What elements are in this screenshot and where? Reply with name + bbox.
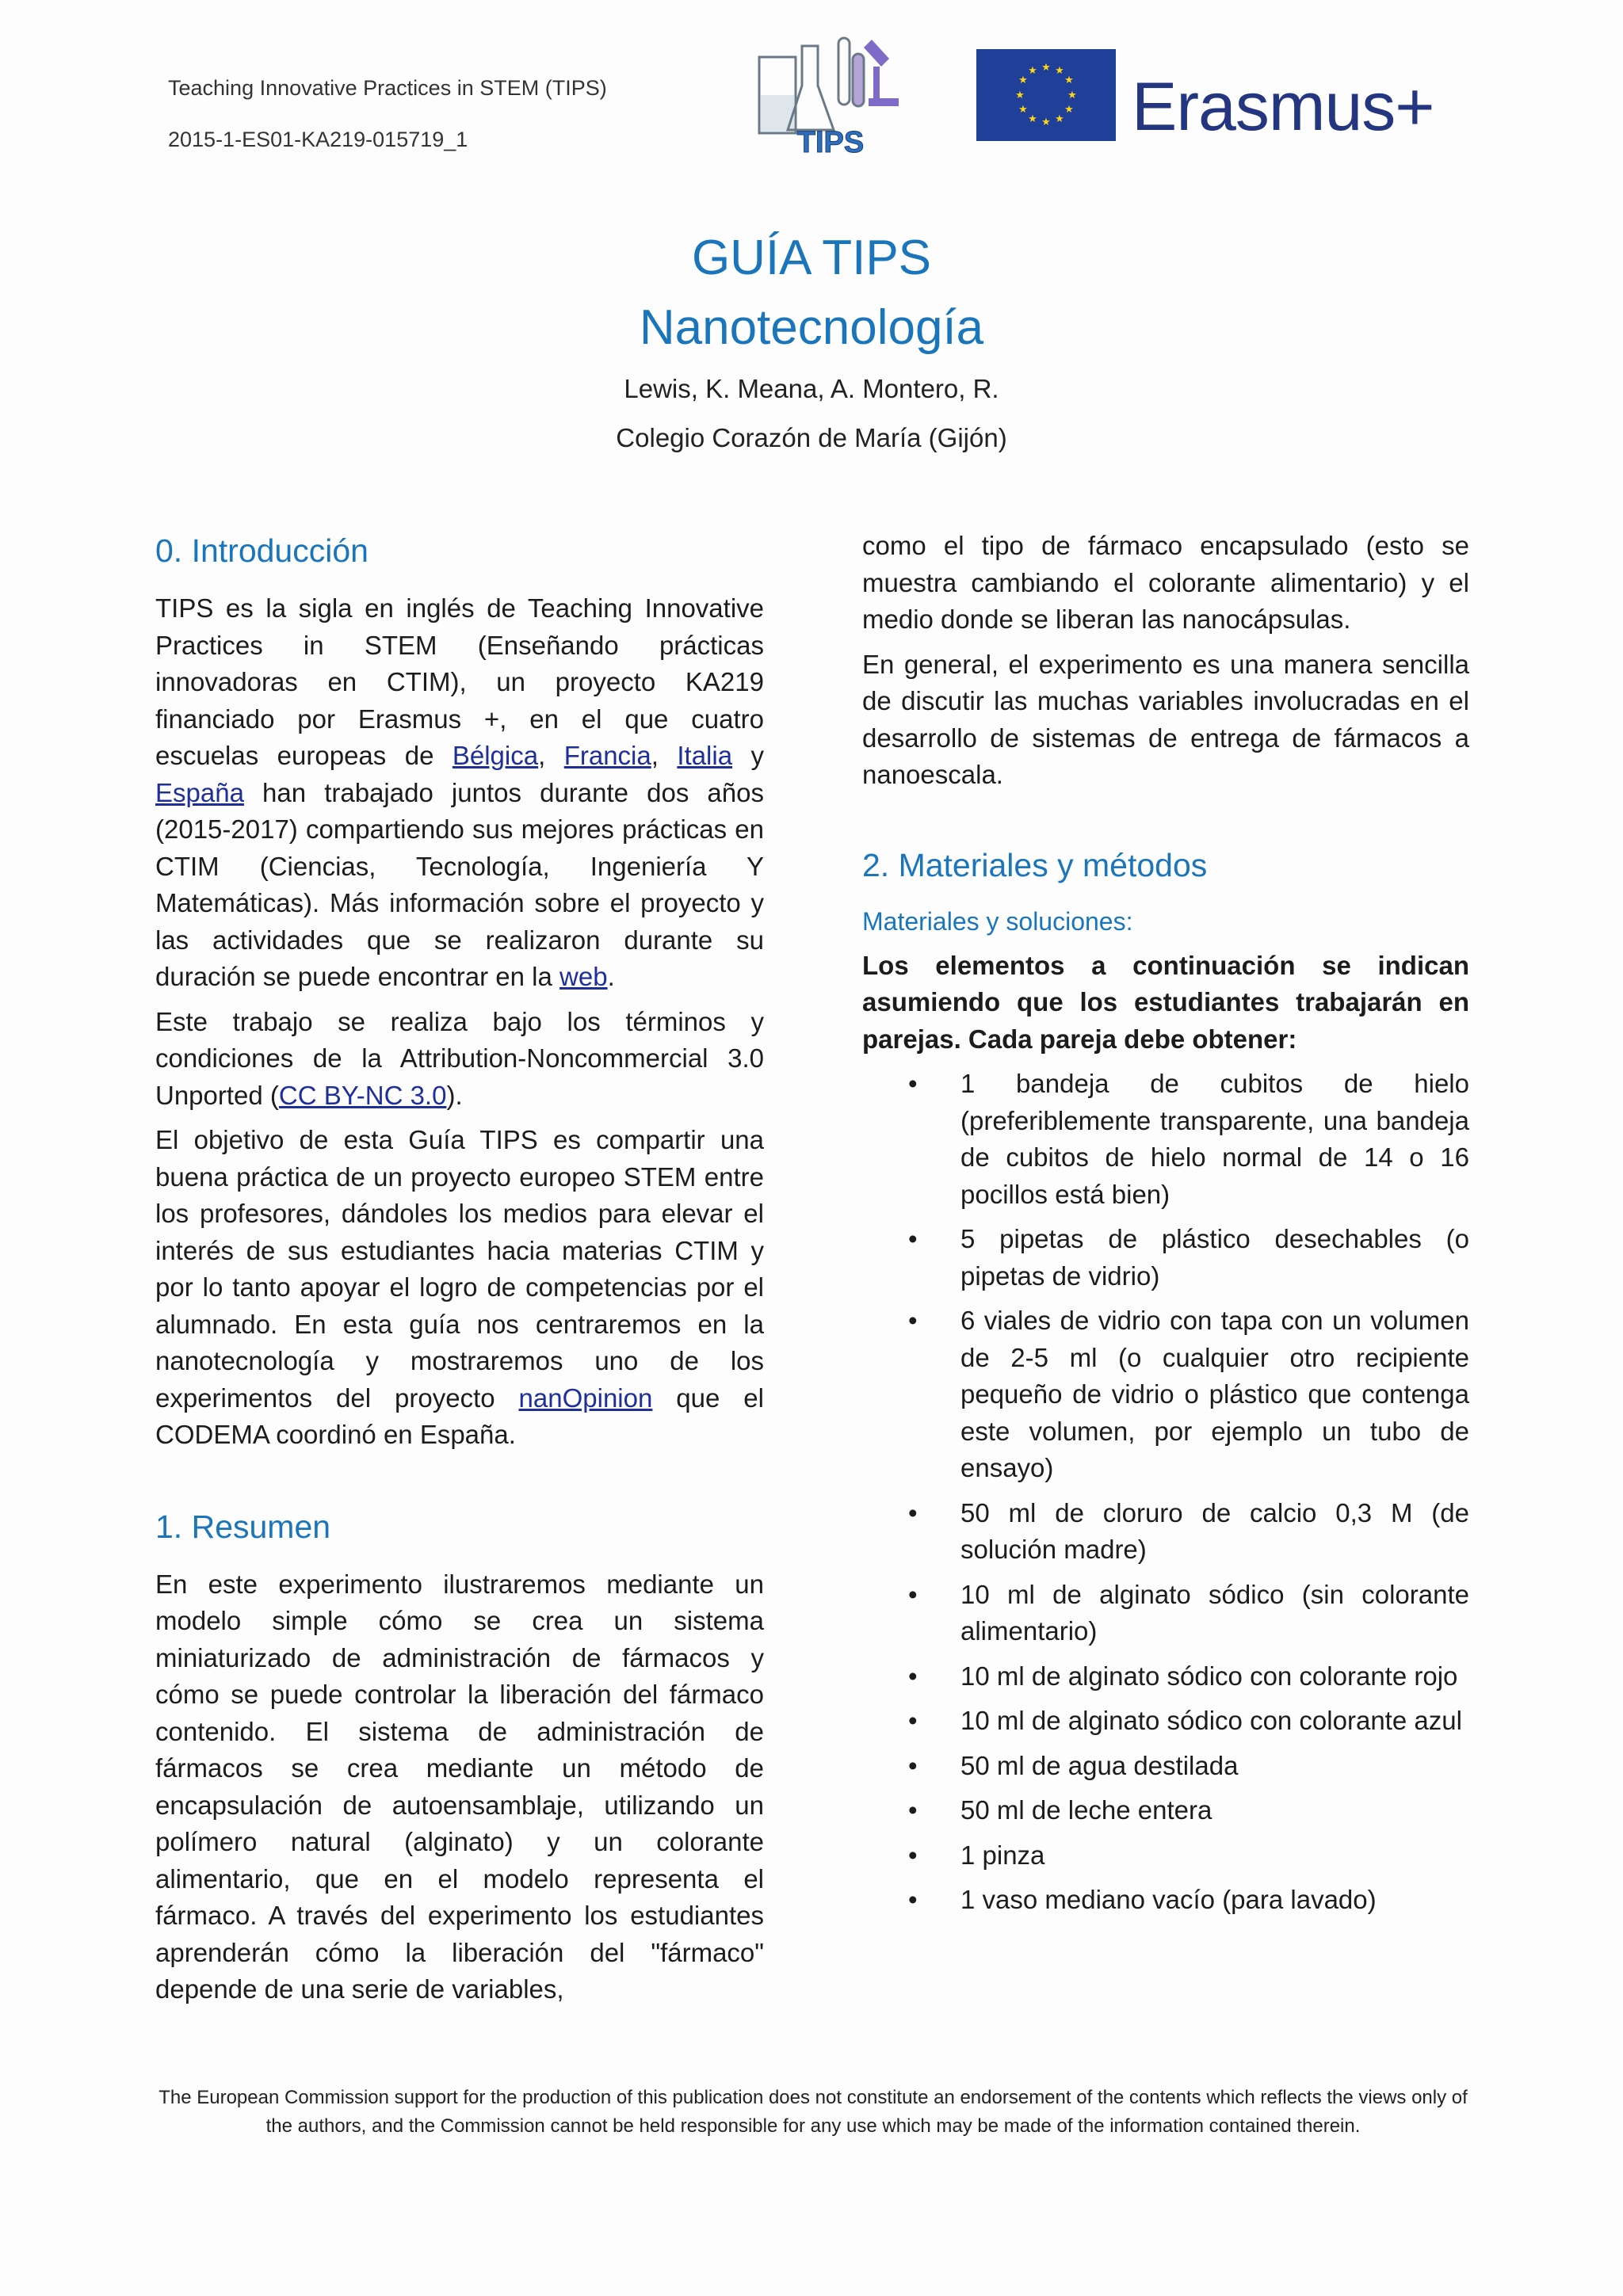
title-block <box>0 223 1623 461</box>
svg-text:★: ★ <box>1041 116 1051 128</box>
svg-text:★: ★ <box>1055 113 1064 125</box>
separator: , <box>538 741 564 770</box>
separator: y <box>732 741 765 770</box>
document-title: GUÍA TIPS <box>691 231 932 285</box>
material-item <box>862 1495 1469 1569</box>
material-item-text: 10 ml de alginato sódico con colorante rojo <box>960 1661 1458 1691</box>
authors: Lewis, K. Meana, A. Montero, R. <box>624 374 999 403</box>
svg-text:★: ★ <box>1028 113 1037 125</box>
bullet-icon: • <box>908 1840 918 1870</box>
intro-paragraph-1 <box>155 590 764 996</box>
materials-subheading: Materiales y soluciones: <box>862 906 1133 936</box>
material-item <box>862 1703 1469 1740</box>
material-item <box>862 1302 1469 1487</box>
svg-text:★: ★ <box>1064 104 1074 116</box>
project-name: Teaching Innovative Practices in STEM (TIPS) <box>168 76 607 100</box>
material-item-text: 10 ml de alginato sódico con colorante azul <box>960 1706 1462 1735</box>
separator: , <box>651 741 678 770</box>
intro-text: han trabajado juntos durante dos años (2015-2017) compartiendo sus mejores prácticas en CTIM (Ciencias, Tecnología, Ingeniería Y Matemáticas). Más información sobre el proyecto y las actividades que se realizaron durante su duración se puede encontrar en la <box>155 777 764 991</box>
document-subtitle: Nanotecnología <box>639 300 984 355</box>
intro-text: . <box>607 962 615 991</box>
bullet-icon: • <box>908 1795 918 1825</box>
material-item-text: 50 ml de agua destilada <box>960 1750 1239 1780</box>
tips-logo <box>753 22 903 158</box>
summary-paragraph-1-continued: como el tipo de fármaco encapsulado (esto se muestra cambiando el colorante alimentario) y el medio donde se liberan las nanocápsulas. <box>862 531 1469 634</box>
material-item <box>862 1066 1469 1213</box>
material-item-text: 50 ml de cloruro de calcio 0,3 M (de solución madre) <box>960 1497 1469 1564</box>
material-item-text: 6 viales de vidrio con tapa con un volumen de 2-5 ml (o cualquier otro recipiente pequeño de vidrio o plástico que contenga este volumen, por ejemplo un tubo de ensayo) <box>960 1306 1469 1482</box>
materials-intro: Los elementos a continuación se indican asumiendo que los estudiantes trabajarán en parejas. Cada pareja debe obtener: <box>862 950 1469 1054</box>
material-item-text: 5 pipetas de plástico desechables (o pipetas de vidrio) <box>960 1224 1469 1291</box>
methods-heading: 2. Materiales y métodos <box>862 846 1208 883</box>
bullet-icon: • <box>908 1750 918 1780</box>
summary-paragraph-2: En general, el experimento es una manera sencilla de discutir las muchas variables involucradas en el desarrollo de sistemas de entrega de fármacos a nanoescala. <box>862 649 1469 789</box>
intro-text: que el CODEMA coordinó en España. <box>155 1383 764 1449</box>
svg-text:★: ★ <box>1055 65 1064 77</box>
link-belgica[interactable]: Bélgica <box>452 741 539 770</box>
erasmus-logo-text: Erasmus+ <box>1132 69 1434 145</box>
svg-text:★: ★ <box>1018 74 1028 86</box>
bullet-icon: • <box>908 1885 918 1914</box>
link-espana[interactable]: España <box>155 777 244 807</box>
svg-text:★: ★ <box>1067 90 1077 101</box>
tips-logo-text: TIPS <box>796 126 865 158</box>
materials-list <box>862 1066 1469 1919</box>
svg-text:★: ★ <box>1015 90 1025 101</box>
project-code: 2015-1-ES01-KA219-015719_1 <box>168 128 468 151</box>
left-column <box>155 527 764 2008</box>
link-italia[interactable]: Italia <box>677 741 733 770</box>
intro-paragraph-3 <box>155 1122 764 1454</box>
intro-heading: 0. Introducción <box>155 532 369 569</box>
header-project-info <box>168 76 607 179</box>
intro-paragraph-2 <box>155 1004 764 1115</box>
bullet-icon: • <box>908 1706 918 1735</box>
material-item <box>862 1577 1469 1650</box>
link-francia[interactable]: Francia <box>563 741 651 770</box>
bullet-icon: • <box>908 1661 918 1691</box>
intro-text: Este trabajo se realiza bajo los términos y condiciones de la Attribution-Noncommercial 3.0 Unported ( <box>155 1006 764 1110</box>
institution: Colegio Corazón de María (Gijón) <box>616 423 1007 452</box>
svg-text:★: ★ <box>1028 65 1037 77</box>
intro-text: TIPS es la sigla en inglés de Teaching Innovative Practices in STEM (Enseñando prácticas innovadoras en CTIM), un proyecto KA219 financiado por Erasmus +, en el que cuatro escuelas europeas de <box>155 593 764 770</box>
footer-disclaimer: The European Commission support for the production of this publication does not constitute an endorsement of the contents which reflects the views only of the authors, and the Commission cannot be held responsible for any use which may be made of the information contained therein. <box>158 2087 1468 2137</box>
svg-text:★: ★ <box>1064 74 1074 86</box>
material-item <box>862 1837 1469 1875</box>
link-nanopinion[interactable]: nanOpinion <box>518 1383 653 1413</box>
svg-text:★: ★ <box>1041 62 1051 74</box>
intro-text: El objetivo de esta Guía TIPS es compartir una buena práctica de un proyecto europeo STEM entre los profesores, dándoles los medios para elevar el interés de sus estudiantes hacia materias CTIM y por lo tanto apoyar el logro de competencias por el alumnado. En esta guía nos centraremos en la nanotecnología y mostraremos uno de los experimentos del proyecto <box>155 1125 764 1413</box>
material-item-text: 10 ml de alginato sódico (sin colorante alimentario) <box>960 1579 1469 1646</box>
summary-paragraph-1: En este experimento ilustraremos mediante un modelo simple cómo se crea un sistema miniaturizado de administración de fármacos y cómo se puede controlar la liberación del fármaco contenido. El sistema de administración de fármacos se crea mediante un método de encapsulación de autoensamblaje, utilizando un polímero natural (alginato) y un colorante alimentario, que en el modelo representa el fármaco. A través del experimento los estudiantes aprenderán cómo la liberación del "fármaco" depende de una serie de variables, <box>155 1569 764 2004</box>
svg-text:★: ★ <box>1018 104 1028 116</box>
material-item <box>862 1882 1469 1919</box>
material-item-text: 1 bandeja de cubitos de hielo (preferiblemente transparente, una bandeja de cubitos de hielo normal de 14 o 16 pocillos está bien) <box>960 1069 1469 1209</box>
material-item-text: 1 vaso mediano vacío (para lavado) <box>960 1885 1377 1914</box>
link-web[interactable]: web <box>559 962 608 991</box>
material-item-text: 50 ml de leche entera <box>960 1795 1212 1825</box>
bullet-icon: • <box>908 1224 918 1253</box>
link-license[interactable]: CC BY-NC 3.0 <box>278 1080 447 1110</box>
bullet-icon: • <box>908 1579 918 1609</box>
summary-heading: 1. Resumen <box>155 1508 331 1545</box>
material-item <box>862 1658 1469 1695</box>
eu-flag-icon <box>976 49 1116 141</box>
bullet-icon: • <box>908 1306 918 1335</box>
material-item-text: 1 pinza <box>960 1840 1045 1870</box>
intro-text: ). <box>446 1080 463 1110</box>
material-item <box>862 1792 1469 1829</box>
bullet-icon: • <box>908 1497 918 1527</box>
material-item <box>862 1748 1469 1785</box>
right-column <box>862 528 1469 1927</box>
bullet-icon: • <box>908 1069 918 1098</box>
material-item <box>862 1221 1469 1295</box>
